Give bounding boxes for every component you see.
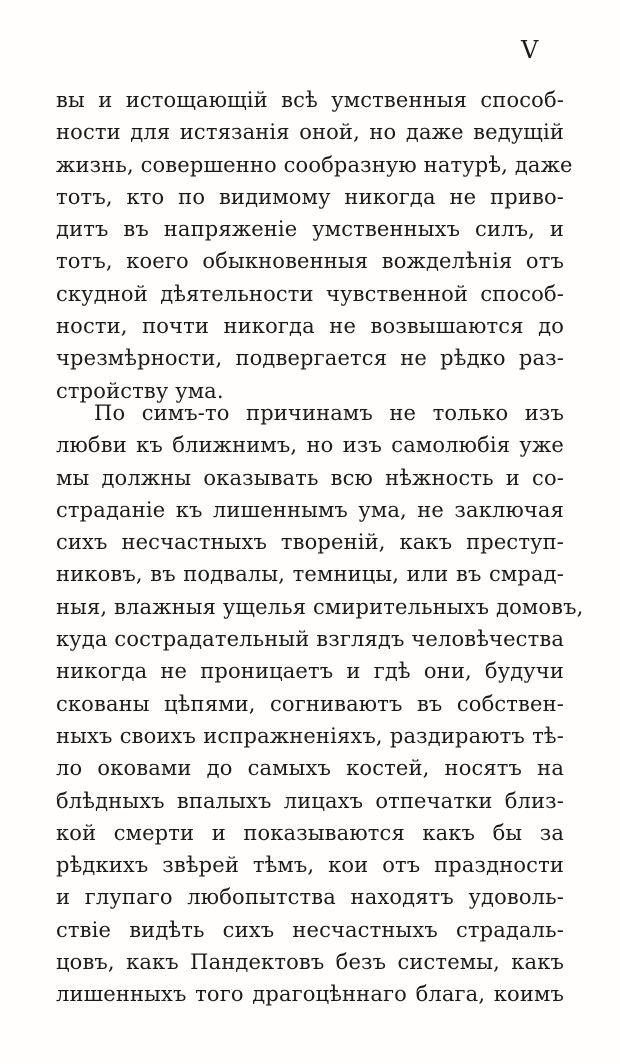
paragraph-2-line: ныя, влажныя ущелья смирительныхъ домовъ, — [56, 594, 584, 619]
paragraph-2-line: любви къ ближнимъ, но изъ самолюбія уже — [56, 433, 564, 458]
paragraph-2-line: блѣдныхъ впалыхъ лицахъ отпечатки близ- — [56, 788, 564, 813]
paragraph-1-line: тотъ, кто по видимому никогда не приво- — [56, 184, 564, 209]
paragraph-2-line: ствіе видѣть сихъ несчастныхъ страдаль- — [56, 917, 564, 942]
paragraph-1-line: стройству ума. — [56, 378, 224, 403]
paragraph-2-line: лишенныхъ того драгоцѣннаго блага, коимъ — [56, 982, 564, 1007]
paragraph-1-line: тотъ, коего обыкновенныя вожделѣнія отъ — [56, 249, 564, 274]
paragraph-1-line: чрезмѣрности, подвергается не рѣдко раз- — [56, 346, 564, 371]
paragraph-1 — [56, 84, 573, 407]
paragraph-1-line: ности для истязанія оной, но даже ведущій — [56, 120, 564, 145]
paragraph-2-line: По симъ-то причинамъ не только изъ — [94, 401, 564, 425]
paragraph-2-line: и глупаго любопытства находятъ удоволь- — [56, 885, 564, 910]
paragraph-1-line: ности, почти никогда не возвышаются до — [56, 314, 564, 339]
paragraph-2-line: страданіе къ лишеннымъ ума, не заключая — [56, 497, 564, 522]
paragraph-2-line: скованы цѣпями, согниваютъ въ собствен- — [56, 691, 564, 716]
paragraph-2-line: ло оковами до самыхъ костей, носятъ на — [56, 756, 564, 781]
paragraph-1-line: дитъ въ напряженіе умственныхъ силъ, и — [56, 217, 564, 242]
paragraph-1-line: жизнь, совершенно сообразную натурѣ, даже — [56, 152, 573, 177]
paragraph-2-line: никогда не проницаетъ и гдѣ они, будучи — [56, 659, 564, 684]
paragraph-2 — [56, 397, 584, 1011]
paragraph-2-line: куда сострадательный взглядъ человѣчества — [56, 627, 564, 652]
paragraph-2-line: рѣдкихъ звѣрей тѣмъ, кои отъ праздности — [56, 853, 564, 878]
paragraph-2-line: сихъ несчастныхъ твореній, какъ преступ- — [56, 530, 564, 555]
paragraph-2-line: кой смерти и показываются какъ бы за — [56, 820, 564, 845]
paragraph-2-line: мы должны оказывать всю нѣжность и со- — [56, 465, 564, 490]
paragraph-1-line: вы и истощающій всѣ умственныя способ- — [56, 88, 564, 112]
page-number: V — [521, 36, 539, 64]
paragraph-2-line: никовъ, въ подвалы, темницы, или въ смрад- — [56, 562, 564, 587]
paragraph-1-line: скудной дѣятельности чувственной способ- — [56, 281, 564, 306]
paragraph-2-line: ныхъ своихъ испражненіяхъ, раздираютъ тѣ- — [56, 723, 564, 748]
paragraph-2-line: цовъ, какъ Пандектовъ безъ системы, какъ — [56, 950, 564, 975]
